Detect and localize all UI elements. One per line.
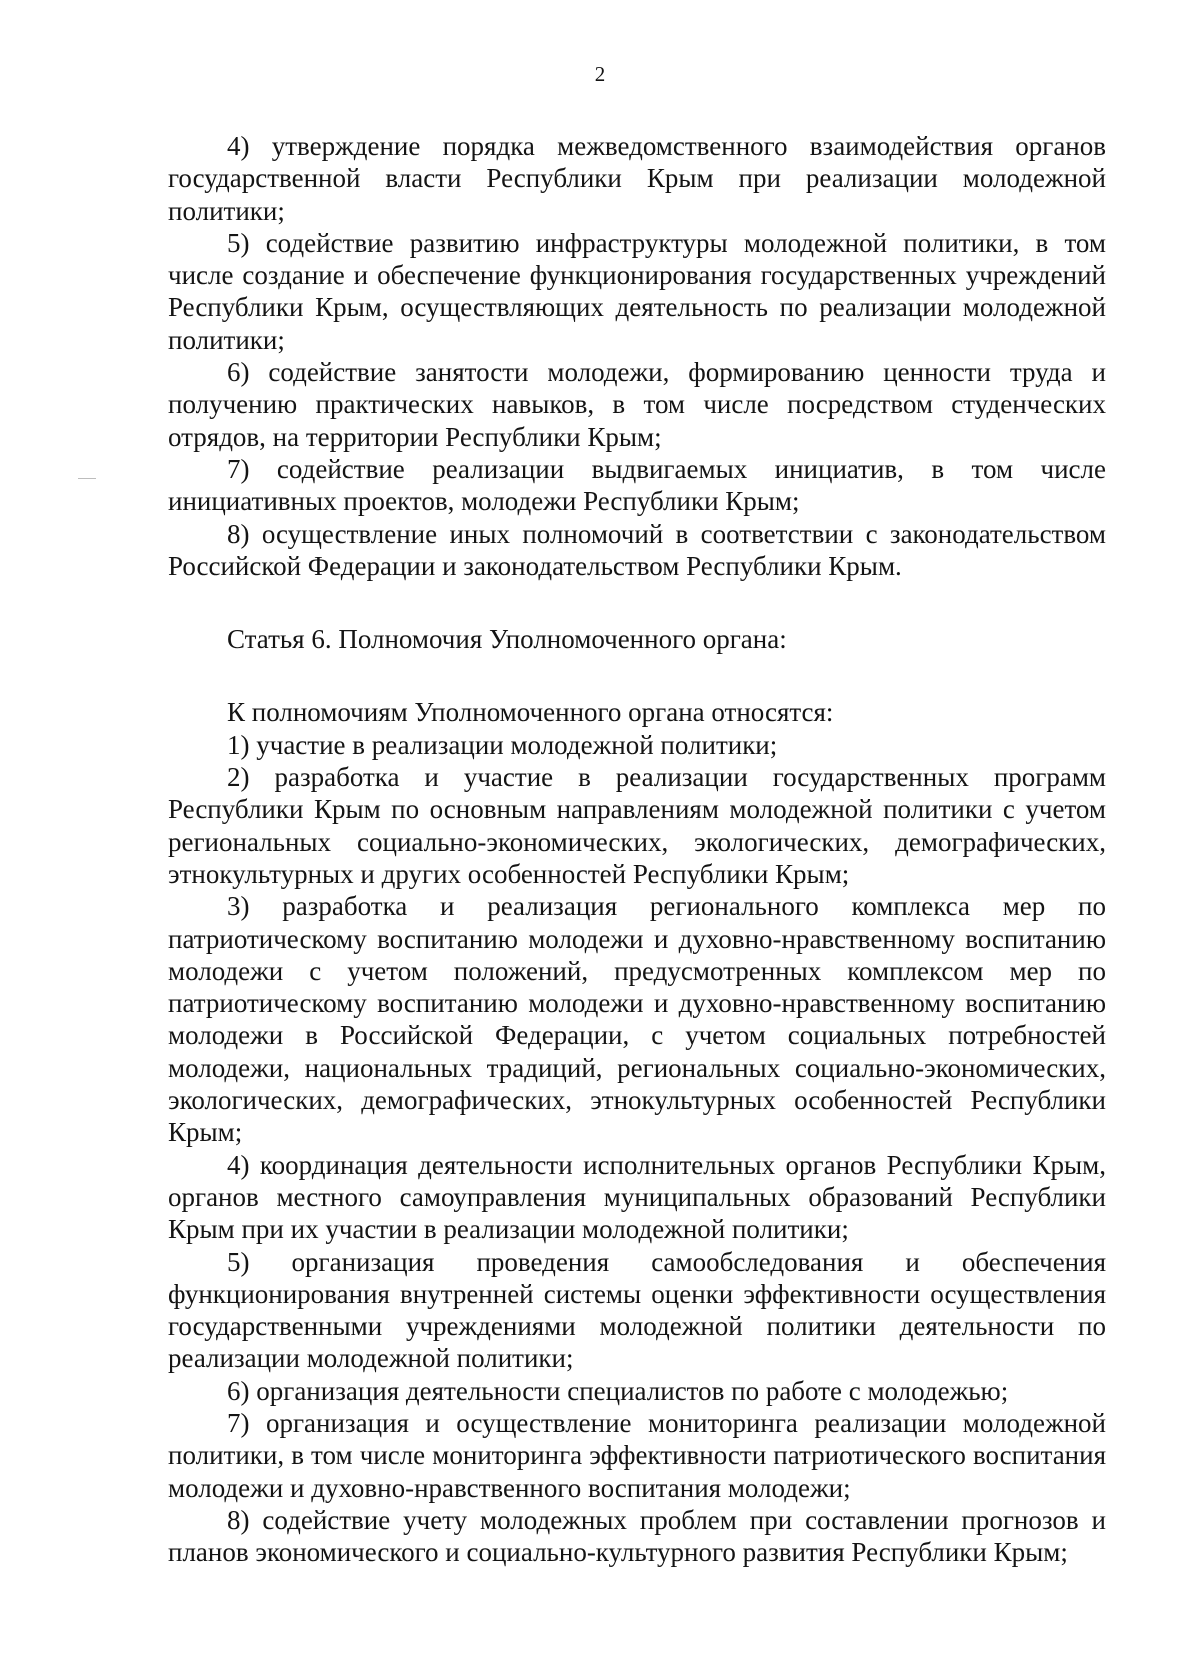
page-number: 2 (594, 62, 606, 86)
spacer (168, 655, 1106, 696)
list-item: 6) содействие занятости молодежи, формированию ценности труда и получению практических навыков, в том числе посредством студенческих отрядов, на территории Республики Крым; (168, 357, 1106, 452)
list-item: 8) содействие учету молодежных проблем при составлении прогнозов и планов экономического и социально-культурного развития Республики Крым; (168, 1504, 1106, 1568)
list-item: 3) разработка и реализация регионального комплекса мер по патриотическому воспитанию молодежи и духовно-нравственному воспитанию молодежи с учетом положений, предусмотренных комплексом мер по патриотическому воспитанию молодежи и духовно-нравственному воспитанию молодежи в Российской Федерации, с учетом социальных потребностей молодежи, национальных традиций, региональных социально-экономических, экологических, демографических, этнокультурных особенностей Республики Крым; (168, 891, 1106, 1148)
list-item: 4) утверждение порядка межведомственного взаимодействия органов государственной власти Республики Крым при реализации молодежной политики; (168, 131, 1106, 226)
list-item: 2) разработка и участие в реализации государственных программ Республики Крым по основным направлениям молодежной политики с учетом региональных социально-экономических, экологических, демографических, этнокультурных и других особенностей Республики Крым; (168, 762, 1106, 889)
list-item: 8) осуществление иных полномочий в соответствии с законодательством Российской Федерации и законодательством Республики Крым. (168, 518, 1106, 581)
document-body (168, 130, 1106, 1568)
list-item: 7) содействие реализации выдвигаемых инициатив, в том числе инициативных проектов, молодежи Республики Крым; (168, 453, 1106, 517)
article-intro: К полномочиям Уполномоченного органа относятся: (227, 697, 834, 728)
spacer (168, 582, 1106, 623)
margin-mark (78, 478, 96, 479)
list-item: 6) организация деятельности специалистов по работе с молодежью; (227, 1375, 1009, 1406)
list-item: 5) организация проведения самообследования и обеспечения функционирования внутренней системы оценки эффективности осуществления государственными учреждениями молодежной политики деятельности по реализации молодежной политики; (168, 1246, 1106, 1374)
list-item: 4) координация деятельности исполнительных органов Республики Крым, органов местного самоуправления муниципальных образований Республики Крым при их участии в реализации молодежной политики; (168, 1149, 1106, 1245)
article-heading: Статья 6. Полномочия Уполномоченного органа: (227, 624, 787, 655)
list-item: 1) участие в реализации молодежной политики; (227, 729, 778, 760)
list-item: 7) организация и осуществление мониторинга реализации молодежной политики, в том числе мониторинга эффективности патриотического воспитания молодежи и духовно-нравственного воспитания молодежи; (168, 1407, 1106, 1503)
list-item: 5) содействие развитию инфраструктуры молодежной политики, в том числе создание и обеспечение функционирования государственных учреждений Республики Крым, осуществляющих деятельность по реализации молодежной политики; (168, 227, 1106, 355)
